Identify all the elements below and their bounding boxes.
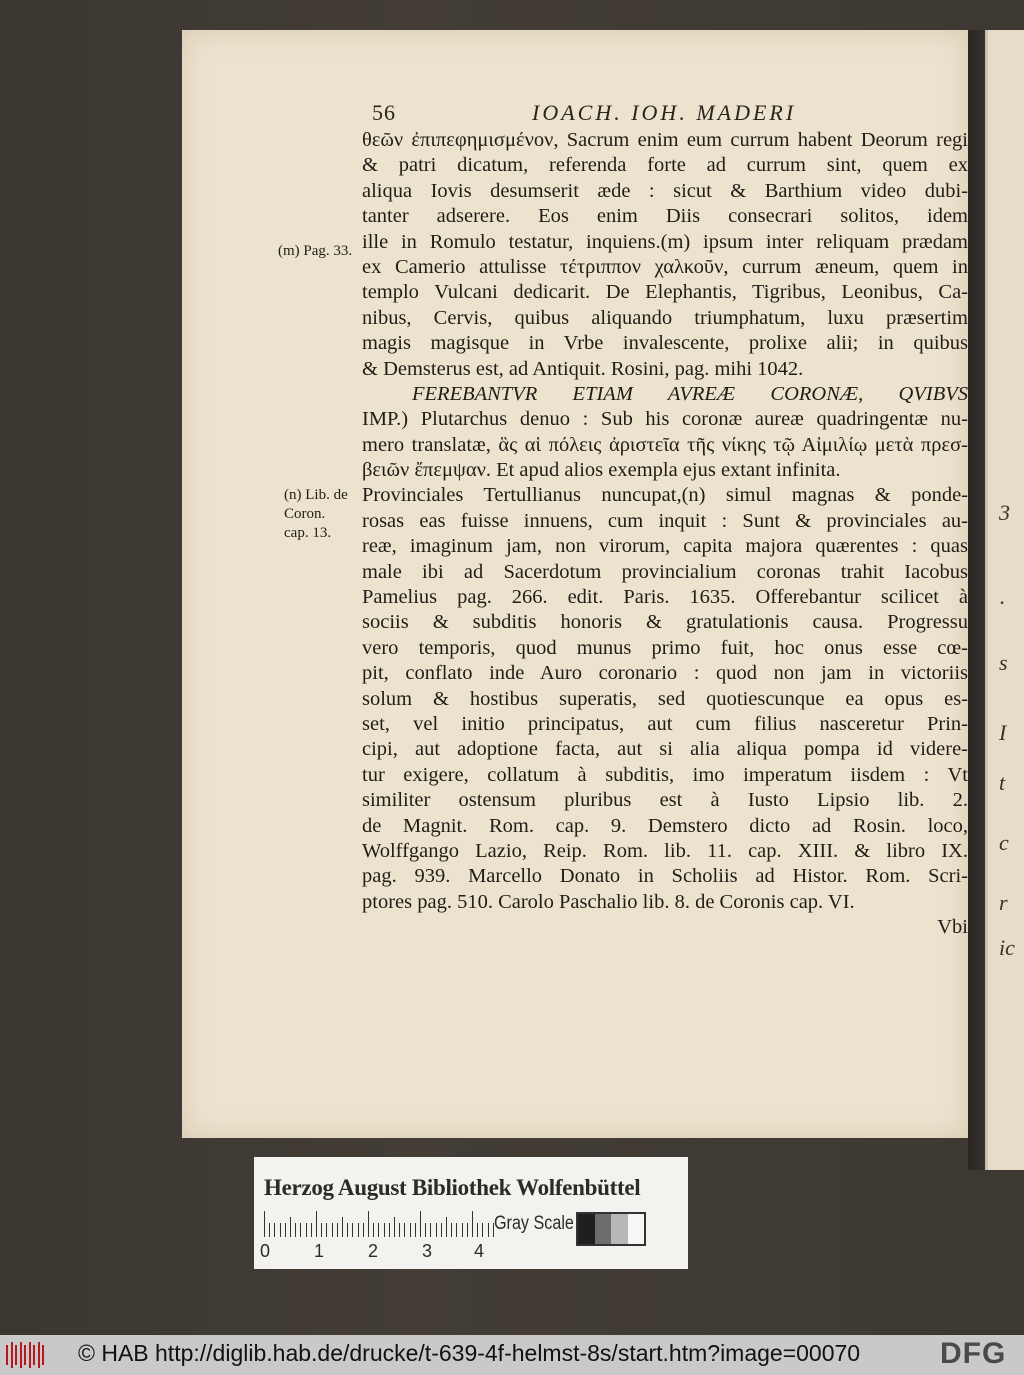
ruler-tick <box>280 1223 281 1237</box>
gray-swatch <box>578 1214 595 1244</box>
gray-scale-label: Gray Scale <box>494 1213 574 1234</box>
text-line: vero temporis, quod munus primo fuit, hoc onus esse cœ- <box>362 636 968 659</box>
ruler-tick <box>332 1223 333 1237</box>
footer-url[interactable]: © HAB http://diglib.hab.de/drucke/t-639-4f-helmst-8s/start.htm?image=00070 <box>78 1340 861 1366</box>
text-line: Provinciales Tertullianus nuncupat,(n) simul magnas & ponde- <box>362 484 968 507</box>
ruler-tick <box>430 1223 431 1237</box>
ruler-tick <box>300 1223 301 1237</box>
margin-note-n-cap: cap. 13. <box>284 525 332 541</box>
spine-shadow <box>968 30 988 1170</box>
text-line: reæ, imaginum jam, non virorum, capita majora quærentes : quas <box>362 535 968 558</box>
gray-swatch <box>628 1214 645 1244</box>
book-page <box>182 30 968 1138</box>
text-line: θεῶν ἐπιπεφημισμένον, Sacrum enim eum currum habent Deorum regi <box>362 129 968 151</box>
gray-swatch <box>611 1214 628 1244</box>
text-line: nibus, Cervis, quibus aliquando triumphatum, luxu præsertim <box>362 306 968 329</box>
library-name: Herzog August Bibliothek Wolfenbüttel <box>264 1175 641 1200</box>
logo-bar <box>33 1345 35 1365</box>
ruler-tick <box>415 1223 416 1237</box>
text-line: pit, conflato inde Auro coronario : quod non jam in victoriis <box>362 662 968 685</box>
ruler-tick <box>342 1217 343 1237</box>
library-label <box>254 1157 688 1269</box>
ruler-tick <box>378 1223 379 1237</box>
text-line: set, vel initio principatus, aut cum filius nasceretur Prin- <box>362 712 968 735</box>
ruler-tick <box>456 1223 457 1237</box>
dfg-logo: DFG <box>936 1337 1006 1371</box>
text-line: cipi, aut adoptione facta, aut si alia aliqua pompa id videre- <box>362 738 968 761</box>
ruler-number: 2 <box>368 1241 379 1261</box>
ruler-tick <box>404 1223 405 1237</box>
ruler-tick <box>446 1217 447 1237</box>
gray-swatch <box>595 1214 612 1244</box>
ruler-tick <box>337 1223 338 1237</box>
adjacent-page-edge: 3 · s I t c r ic <box>985 30 1024 1170</box>
text-line: Wolffgango Lazio, Reip. Rom. lib. 11. cap. XIII. & libro IX. <box>362 839 968 862</box>
text-line: magis magisque in Vrbe invalescente, prolixe alii; in quibus <box>362 332 968 355</box>
catchword: Vbi <box>937 916 968 939</box>
ruler-tick <box>352 1223 353 1237</box>
ruler-tick <box>363 1223 364 1237</box>
ruler-tick <box>436 1223 437 1237</box>
ruler-tick <box>321 1223 322 1237</box>
ruler-tick <box>467 1223 468 1237</box>
margin-note-m: (m) Pag. 33. <box>278 243 353 259</box>
body-text <box>362 128 968 941</box>
ruler-number: 1 <box>314 1241 325 1261</box>
ruler-tick <box>269 1223 270 1237</box>
page-number: 56 <box>372 100 396 125</box>
ruler-tick <box>316 1211 317 1237</box>
footer-bar <box>0 1335 1024 1375</box>
ruler-tick <box>399 1223 400 1237</box>
margin-note-n-cont: Coron. <box>284 506 326 522</box>
ruler-tick <box>441 1223 442 1237</box>
logo-bar <box>24 1345 26 1365</box>
margin-note-n: (n) Lib. de <box>284 487 348 503</box>
ruler-tick <box>285 1223 286 1237</box>
ruler-number: 3 <box>422 1241 433 1261</box>
logo-bar <box>15 1345 17 1365</box>
text-line: similiter ostensum pluribus est à Iusto Lipsio lib. 2. <box>362 789 968 812</box>
ruler-tick <box>462 1223 463 1237</box>
ruler-tick <box>389 1223 390 1237</box>
ruler-tick <box>290 1217 291 1237</box>
ruler <box>264 1211 488 1237</box>
text-line: de Magnit. Rom. cap. 9. Demstero dicto ad Rosin. loco, <box>362 814 968 837</box>
ruler-tick <box>264 1211 265 1237</box>
text-line: pag. 939. Marcello Donato in Scholiis ad Histor. Rom. Scri- <box>362 865 968 888</box>
ruler-tick <box>274 1223 275 1237</box>
text-line: βειῶν ἔπεμψαν. Et apud alios exempla ejus extant infinita. <box>362 459 841 482</box>
text-line: tanter adserere. Eos enim Diis consecrari solitos, idem <box>362 205 968 228</box>
ruler-tick <box>482 1223 483 1237</box>
logo-bar <box>29 1342 31 1368</box>
logo-bar <box>38 1342 40 1368</box>
ruler-tick <box>488 1223 489 1237</box>
text-line: sociis & subditis honoris & gratulationis causa. Progressu <box>362 611 968 634</box>
ruler-tick <box>410 1223 411 1237</box>
ruler-tick <box>394 1217 395 1237</box>
text-line: & patri dicatum, referenda forte ad currum sint, quem ex <box>362 154 968 177</box>
ruler-tick <box>477 1223 478 1237</box>
ruler-tick <box>347 1223 348 1237</box>
ruler-numbers <box>256 1241 496 1263</box>
text-line: & Demsterus est, ad Antiquit. Rosini, pag. mihi 1042. <box>362 357 804 380</box>
text-line: solum & hostibus superatis, sed quotiescunque ea opus es- <box>362 687 968 710</box>
ruler-tick <box>358 1223 359 1237</box>
text-line: aliqua Iovis desumserit æde : sicut & Barthium video dubi- <box>362 179 968 202</box>
text-line: ptores pag. 510. Carolo Paschalio lib. 8. de Coronis cap. VI. <box>362 890 855 913</box>
text-line: FEREBANTVR ETIAM AVREÆ CORONÆ, QVIBVS <box>412 382 968 405</box>
ruler-number: 4 <box>474 1241 485 1261</box>
text-line: ille in Romulo testatur, inquiens.(m) ipsum inter reliquam prædam <box>362 230 968 253</box>
ruler-tick <box>373 1223 374 1237</box>
running-head: IOACH. IOH. MADERI <box>532 100 797 125</box>
text-line: ex Camerio attulisse τέτριππον χαλκοῦν, currum æneum, quem in <box>362 255 968 278</box>
ruler-tick <box>420 1211 421 1237</box>
text-line: templo Vulcani dedicarit. De Elephantis, Tigribus, Leonibus, Ca- <box>362 281 968 304</box>
ruler-tick <box>425 1223 426 1237</box>
text-line: Pamelius pag. 266. edit. Paris. 1635. Offerebantur scilicet à <box>362 586 968 609</box>
logo-bar <box>20 1342 22 1368</box>
ruler-tick <box>306 1223 307 1237</box>
text-line: tur exigere, collatum à subditis, imo imperatum iisdem : Vt <box>362 763 968 786</box>
ruler-tick <box>326 1223 327 1237</box>
hab-logo-icon <box>6 1342 46 1368</box>
text-line: rosas eas fuisse innuens, cum inquit : Sunt & provinciales au- <box>362 509 968 532</box>
text-line: mero translatæ, ἃς αἱ πόλεις ἀριστεῖα τῆς νίκης τῷ Αἰμιλίῳ μετὰ πρεσ- <box>362 433 968 456</box>
ruler-tick <box>295 1223 296 1237</box>
logo-bar <box>42 1345 44 1365</box>
ruler-tick <box>472 1211 473 1237</box>
ruler-tick <box>368 1211 369 1237</box>
logo-bar <box>11 1342 13 1368</box>
text-line: male ibi ad Sacerdotum provincialium coronas trahit Iacobus <box>362 560 968 583</box>
ruler-number: 0 <box>260 1241 271 1261</box>
text-line: IMP.) Plutarchus denuo : Sub his coronæ aureæ quadringentæ nu- <box>362 408 968 431</box>
ruler-tick <box>451 1223 452 1237</box>
logo-bar <box>6 1345 8 1365</box>
ruler-tick <box>311 1223 312 1237</box>
ruler-tick <box>384 1223 385 1237</box>
gray-scale-swatches <box>576 1212 646 1246</box>
